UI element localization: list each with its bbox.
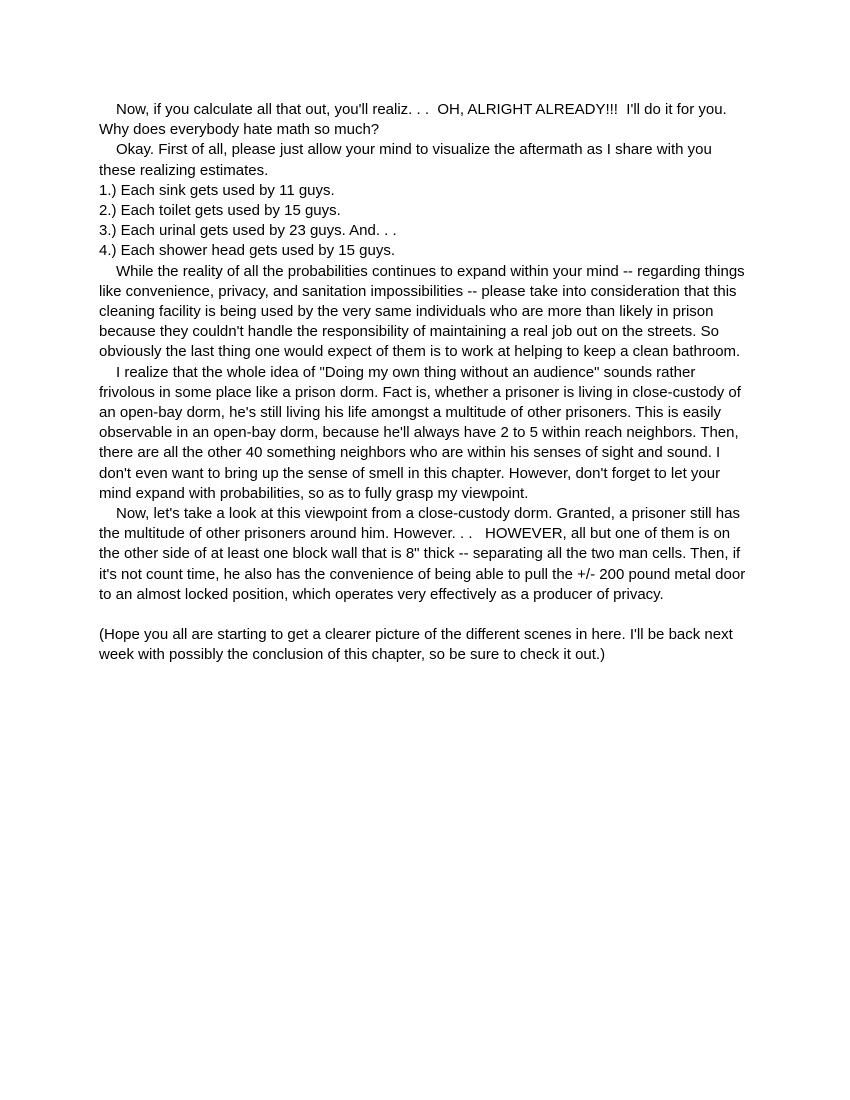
paragraph: Okay. First of all, please just allow your mind to visualize the aftermath as I share with you these realizing estimates. <box>99 141 716 179</box>
list-item: 4.) Each shower head gets used by 15 guys. <box>99 242 396 260</box>
list-item: 2.) Each toilet gets used by 15 guys. <box>99 202 341 220</box>
paragraph: (Hope you all are starting to get a clearer picture of the different scenes in here. I'll be back next week with possibly the conclusion of this chapter, so be sure to check it out.) <box>99 626 737 664</box>
paragraph: Now, let's take a look at this viewpoint from a close-custody dorm. Granted, a prisoner still has the multitude of other prisoners around him. However. . . HOWEVER, all but one of them is on the other side of at least one block wall that is 8" thick -- separating all the two man cells. Then, if it's not count time, he also has the convenience of being able to pull the +/- 200 pound metal door to an almost locked position, which operates very effectively as a producer of privacy. <box>99 505 750 603</box>
paragraph: While the reality of all the probabilities continues to expand within your mind -- regarding things like convenience, privacy, and sanitation impossibilities -- please take into consideration that this cleaning facility is being used by the very same individuals who are more than likely in prison because they couldn't handle the responsibility of maintaining a real job out on the streets. So obviously the last thing one would expect of them is to work at helping to keep a clean bathroom. <box>99 262 749 361</box>
paragraph: I realize that the whole idea of "Doing my own thing without an audience" sounds rather frivolous in some place like a prison dorm. Fact is, whether a prisoner is living in close-custody of an open-bay dorm, he's still living his life amongst a multitude of other prisoners. This is easily observable in an open-bay dorm, because he'll always have 2 to 5 within reach neighbors. Then, there are all the other 40 something neighbors who are within his senses of sight and sound. I don't even want to bring up the sense of smell in this chapter. However, don't forget to let your mind expand with probabilities, so as to fully grasp my viewpoint. <box>99 363 746 502</box>
list-item: 3.) Each urinal gets used by 23 guys. And. . . <box>99 222 397 240</box>
list-item: 1.) Each sink gets used by 11 guys. <box>99 181 335 199</box>
paragraph: Now, if you calculate all that out, you'll realiz. . . OH, ALRIGHT ALREADY!!! I'll do it for you. Why does everybody hate math so much? <box>99 101 731 139</box>
document-text <box>99 100 752 665</box>
